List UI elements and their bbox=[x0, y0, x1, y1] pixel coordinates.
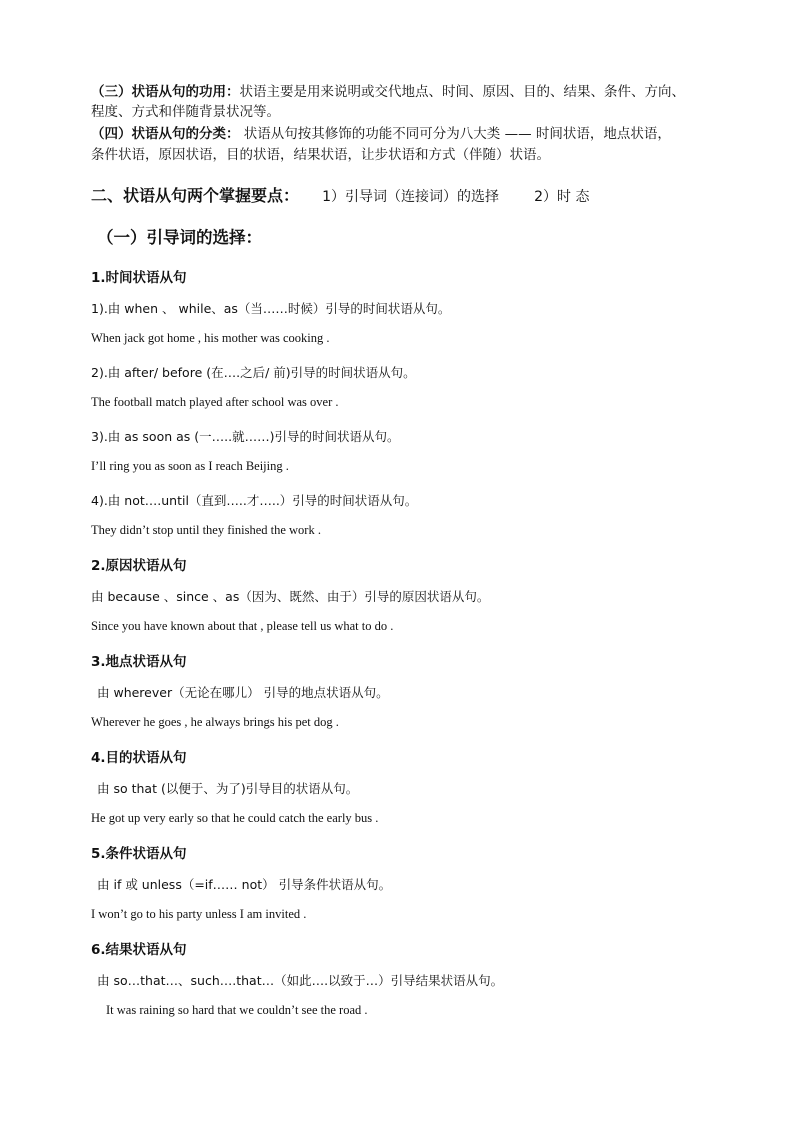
classification-paragraph-line-1 bbox=[91, 122, 671, 142]
section-title-place: 3.地点状语从句 bbox=[91, 654, 187, 670]
example-sentence: Since you have known about that , please tell us what to do . bbox=[91, 619, 394, 633]
example-sentence: I’ll ring you as soon as I reach Beijing . bbox=[91, 459, 289, 473]
function-paragraph-line-1 bbox=[91, 80, 685, 100]
rule-line: 2).由 after/ before (在….之后/ 前)引导的时间状语从句。 bbox=[91, 365, 416, 380]
key-point-2: 2）时 态 bbox=[534, 189, 590, 205]
section-title-time: 1.时间状语从句 bbox=[91, 270, 187, 286]
classification-label: （四）状语从句的分类： bbox=[91, 126, 240, 142]
example-sentence: I won’t go to his party unless I am invited . bbox=[91, 907, 307, 921]
rule-line: 由 wherever（无论在哪儿） 引导的地点状语从句。 bbox=[97, 685, 389, 700]
key-points-heading bbox=[91, 183, 589, 206]
example-sentence: It was raining so hard that we couldn’t see the road . bbox=[106, 1003, 368, 1017]
key-points-title: 二、状语从句两个掌握要点： bbox=[91, 186, 300, 205]
rule-line: 由 because 、since 、as（因为、既然、由于）引导的原因状语从句。 bbox=[91, 589, 490, 604]
example-sentence: The football match played after school was over . bbox=[91, 395, 339, 409]
section-title-cause: 2.原因状语从句 bbox=[91, 558, 187, 574]
example-sentence: He got up very early so that he could catch the early bus . bbox=[91, 811, 379, 825]
section-title-result: 6.结果状语从句 bbox=[91, 942, 187, 958]
example-sentence: They didn’t stop until they finished the work . bbox=[91, 523, 321, 537]
classification-text-1: 状语从句按其修饰的功能不同可分为八大类 —— 时间状语，地点状语， bbox=[239, 126, 671, 142]
section-title-purpose: 4.目的状语从句 bbox=[91, 750, 187, 766]
rule-line: 由 so that (以便于、为了)引导目的状语从句。 bbox=[97, 781, 359, 796]
rule-line: 1).由 when 、 while、as（当……时候）引导的时间状语从句。 bbox=[91, 301, 451, 316]
example-sentence: When jack got home , his mother was cooking . bbox=[91, 331, 330, 345]
function-text-2: 程度、方式和伴随背景状况等。 bbox=[91, 104, 280, 120]
rule-line: 由 if 或 unless（=if…… not） 引导条件状语从句。 bbox=[97, 877, 392, 892]
subheading-conjunction-choice: （一）引导词的选择： bbox=[97, 228, 262, 247]
rule-line: 由 so…that…、such….that…（如此….以致于…）引导结果状语从句。 bbox=[97, 973, 504, 988]
function-label: （三）状语从句的功用： bbox=[91, 84, 240, 100]
classification-text-2: 条件状语，原因状语，目的状语，结果状语，让步状语和方式（伴随）状语。 bbox=[91, 147, 550, 163]
rule-line: 3).由 as soon as (一…..就……)引导的时间状语从句。 bbox=[91, 429, 400, 444]
example-sentence: Wherever he goes , he always brings his pet dog . bbox=[91, 715, 339, 729]
rule-line: 4).由 not….until（直到…..才…..）引导的时间状语从句。 bbox=[91, 493, 418, 508]
key-point-1: 1）引导词（连接词）的选择 bbox=[322, 189, 500, 205]
function-text-1: 状语主要是用来说明或交代地点、时间、原因、目的、结果、条件、方向、 bbox=[239, 84, 685, 100]
section-title-condition: 5.条件状语从句 bbox=[91, 846, 187, 862]
